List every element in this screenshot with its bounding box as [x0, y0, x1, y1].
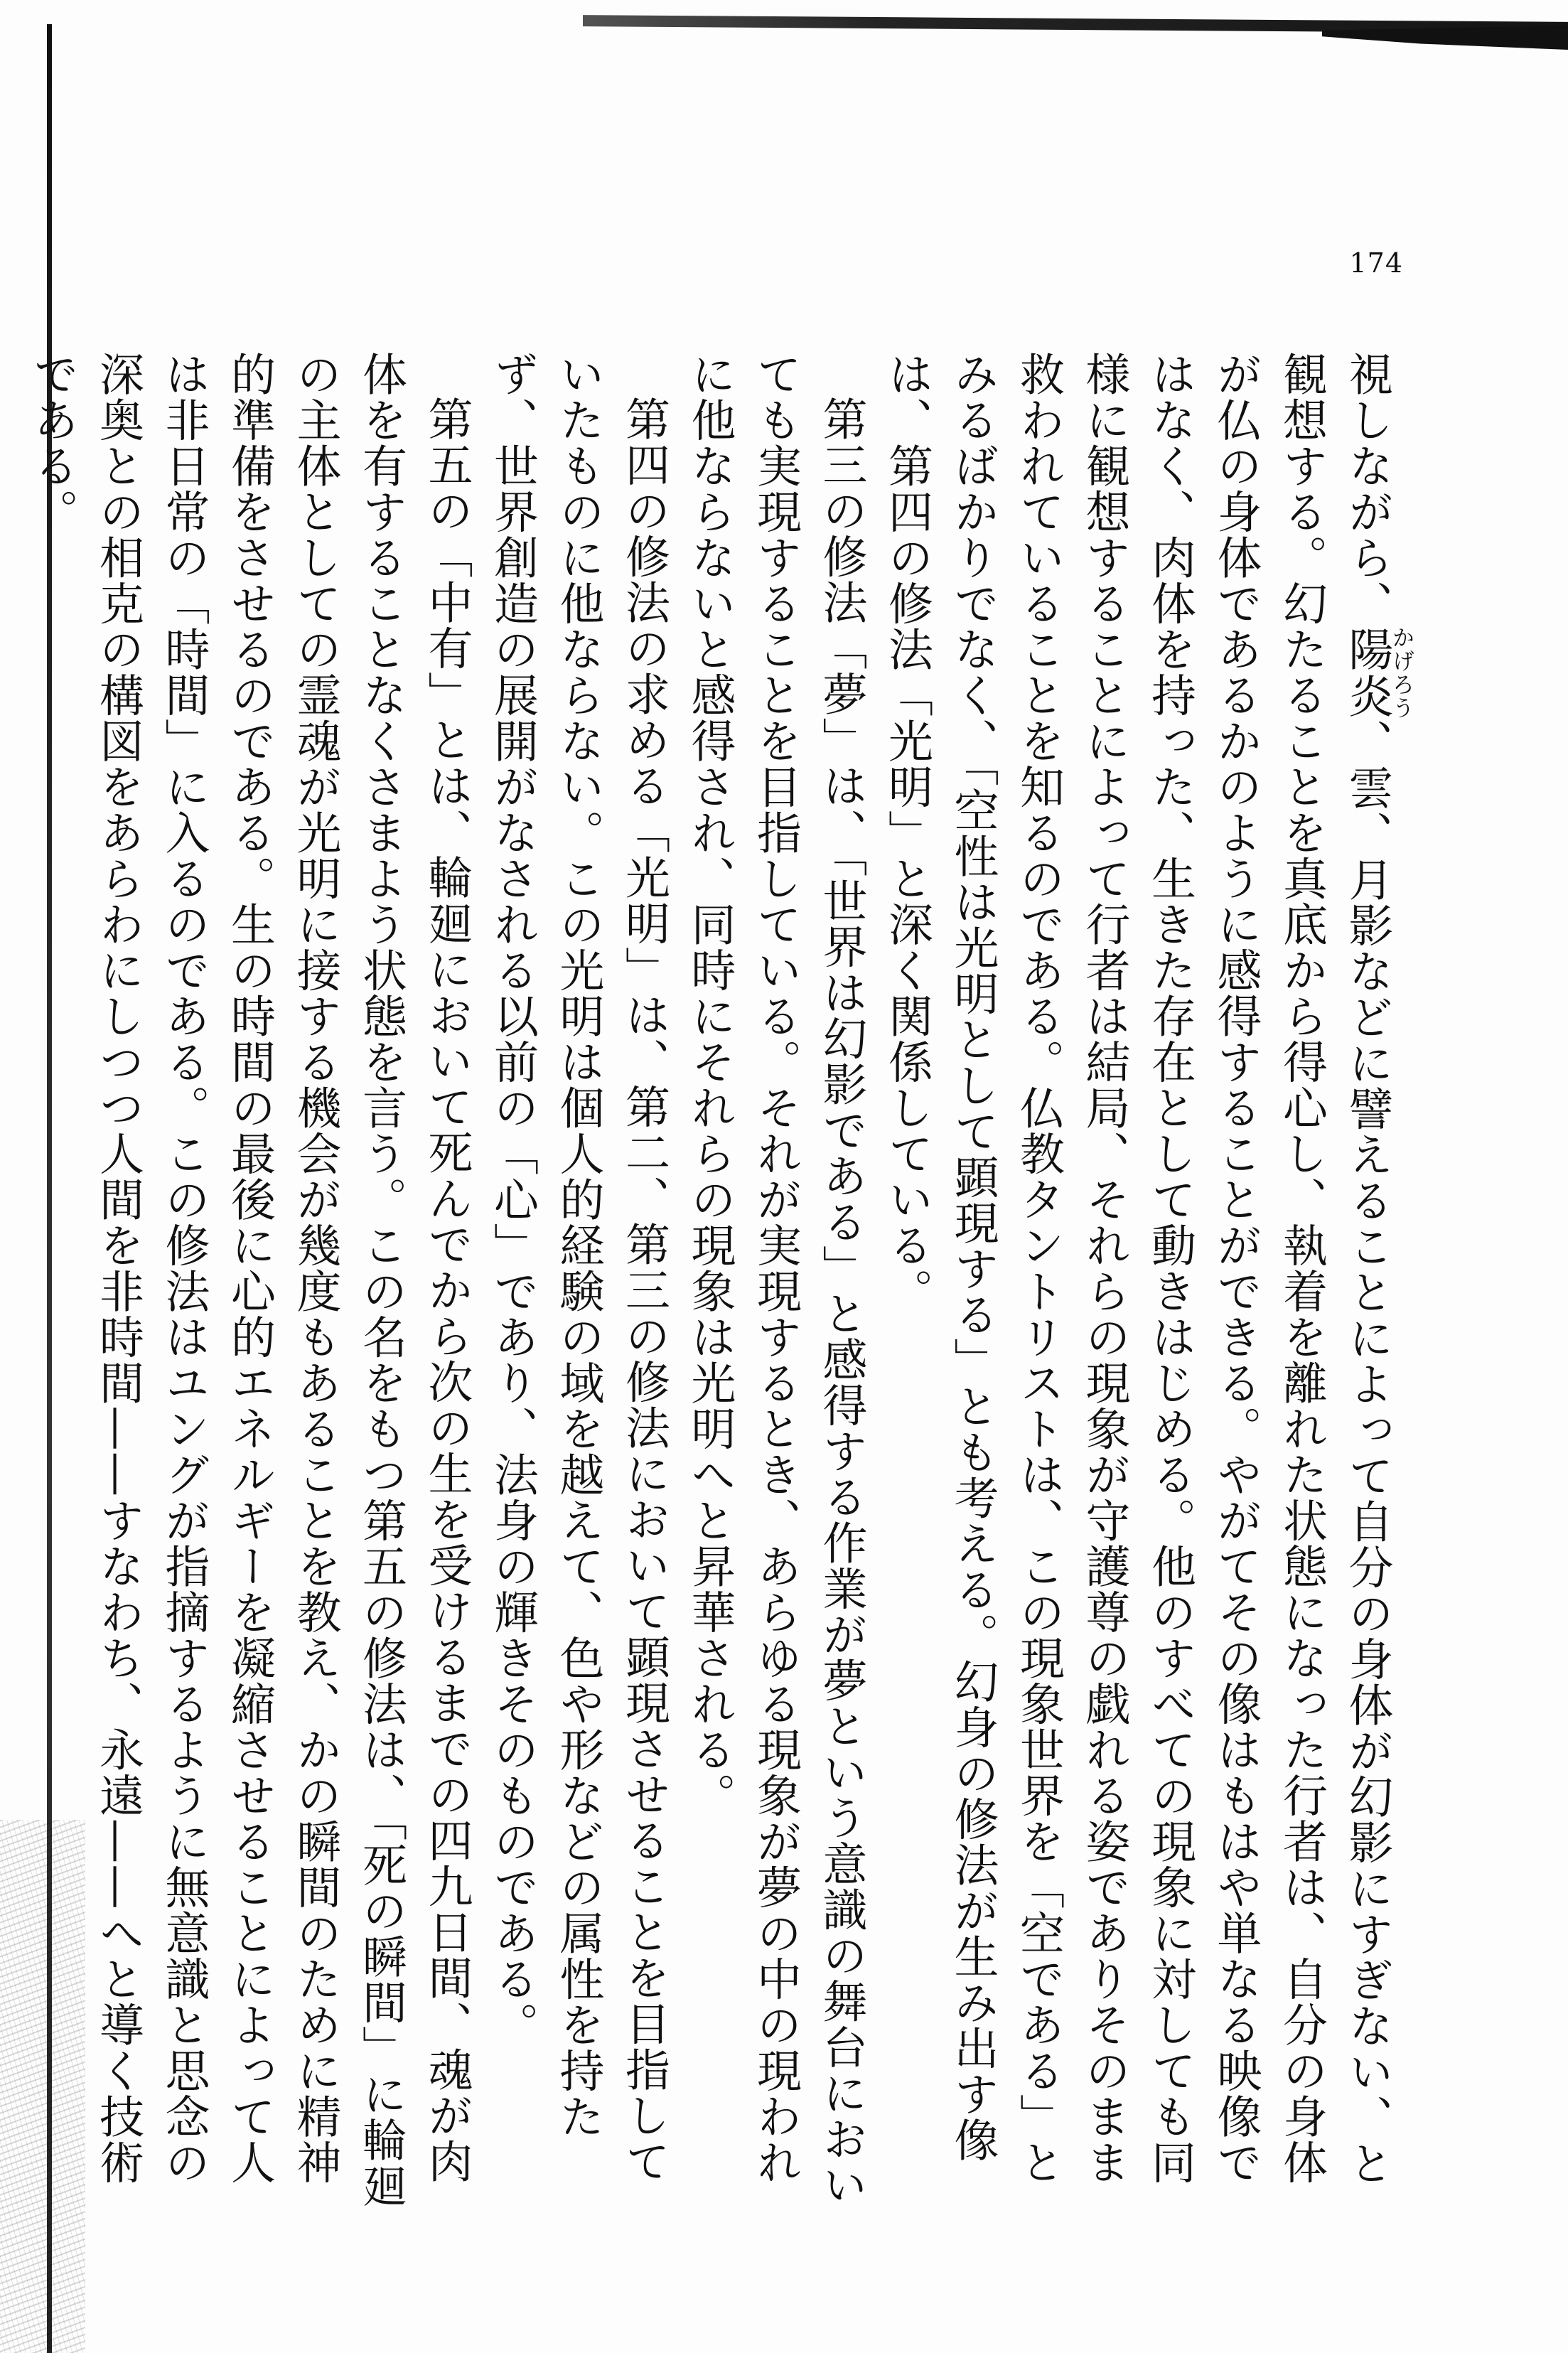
ruby-base: 陽炎 — [1341, 626, 1394, 720]
ruby-reading: かげろう — [1389, 626, 1414, 720]
paragraph-4: 第五の「中有」とは、輪廻において死んでから次の生を受けるまでの四九日間、魂が肉体を有することなくさまよう状態を言う。この名をもつ第五の修法は、「死の瞬間」に輪廻の主体としての霊魂が光明に接する機会が幾度もあることを教え、かの瞬間のために精神的準備をさせるのである。生の時間の最後に心的エネルギーを凝縮させることによって人は非日常の「時間」に入るのである。この修法はユングが指摘するように無意識と思念の深奥との相克の構図をあらわにしつつ人間を非時間——すなわち、永遠——へと導く技術である。 — [26, 351, 473, 2209]
paragraph-1-rest: 、雲、月影などに譬えることによって自分の身体が幻影にすぎない、と観想する。幻たることを真底から得心し、執着を離れた状態になった行者は、自分の身体が仏の身体であるかのように感得することができる。やがてその像はもはや単なる映像ではなく、肉体を持った、生きた存在として動きはじめる。他のすべての現象に対しても同様に観想することによって行者は結局、それらの現象が守護尊の戯れる姿でありそのまま救われていることを知るのである。仏教タントリストは、この現象世界を「空である」とみるばかりでなく、「空性は光明として顕現する」とも考える。幻身の修法が生み出す像は、第四の修法「光明」と深く関係している。 — [881, 351, 1394, 2187]
paragraph-1-lead: 視しながら、 — [1341, 351, 1394, 626]
paragraph-3: 第四の修法の求める「光明」は、第二、第三の修法において顕現させることを目指していたものに他ならない。この光明は個人的経験の域を越えて、色や形などの属性を持たず、世界創造の展開がなされる以前の「心」であり、法身の輝きそのものである。 — [487, 351, 670, 2185]
page-number: 174 — [1349, 247, 1403, 279]
ruby-kagerou — [1341, 626, 1414, 720]
paragraph-2: 第三の修法「夢」は、「世界は幻影である」と感得する作業が夢という意識の舞台においても実現することを目指している。それが実現するとき、あらゆる現象が夢の中の現われに他ならないと感得され、同時にそれらの現象は光明へと昇華される。 — [684, 351, 868, 2208]
paragraph-1 — [874, 351, 1414, 2228]
body-text — [26, 351, 1414, 2228]
